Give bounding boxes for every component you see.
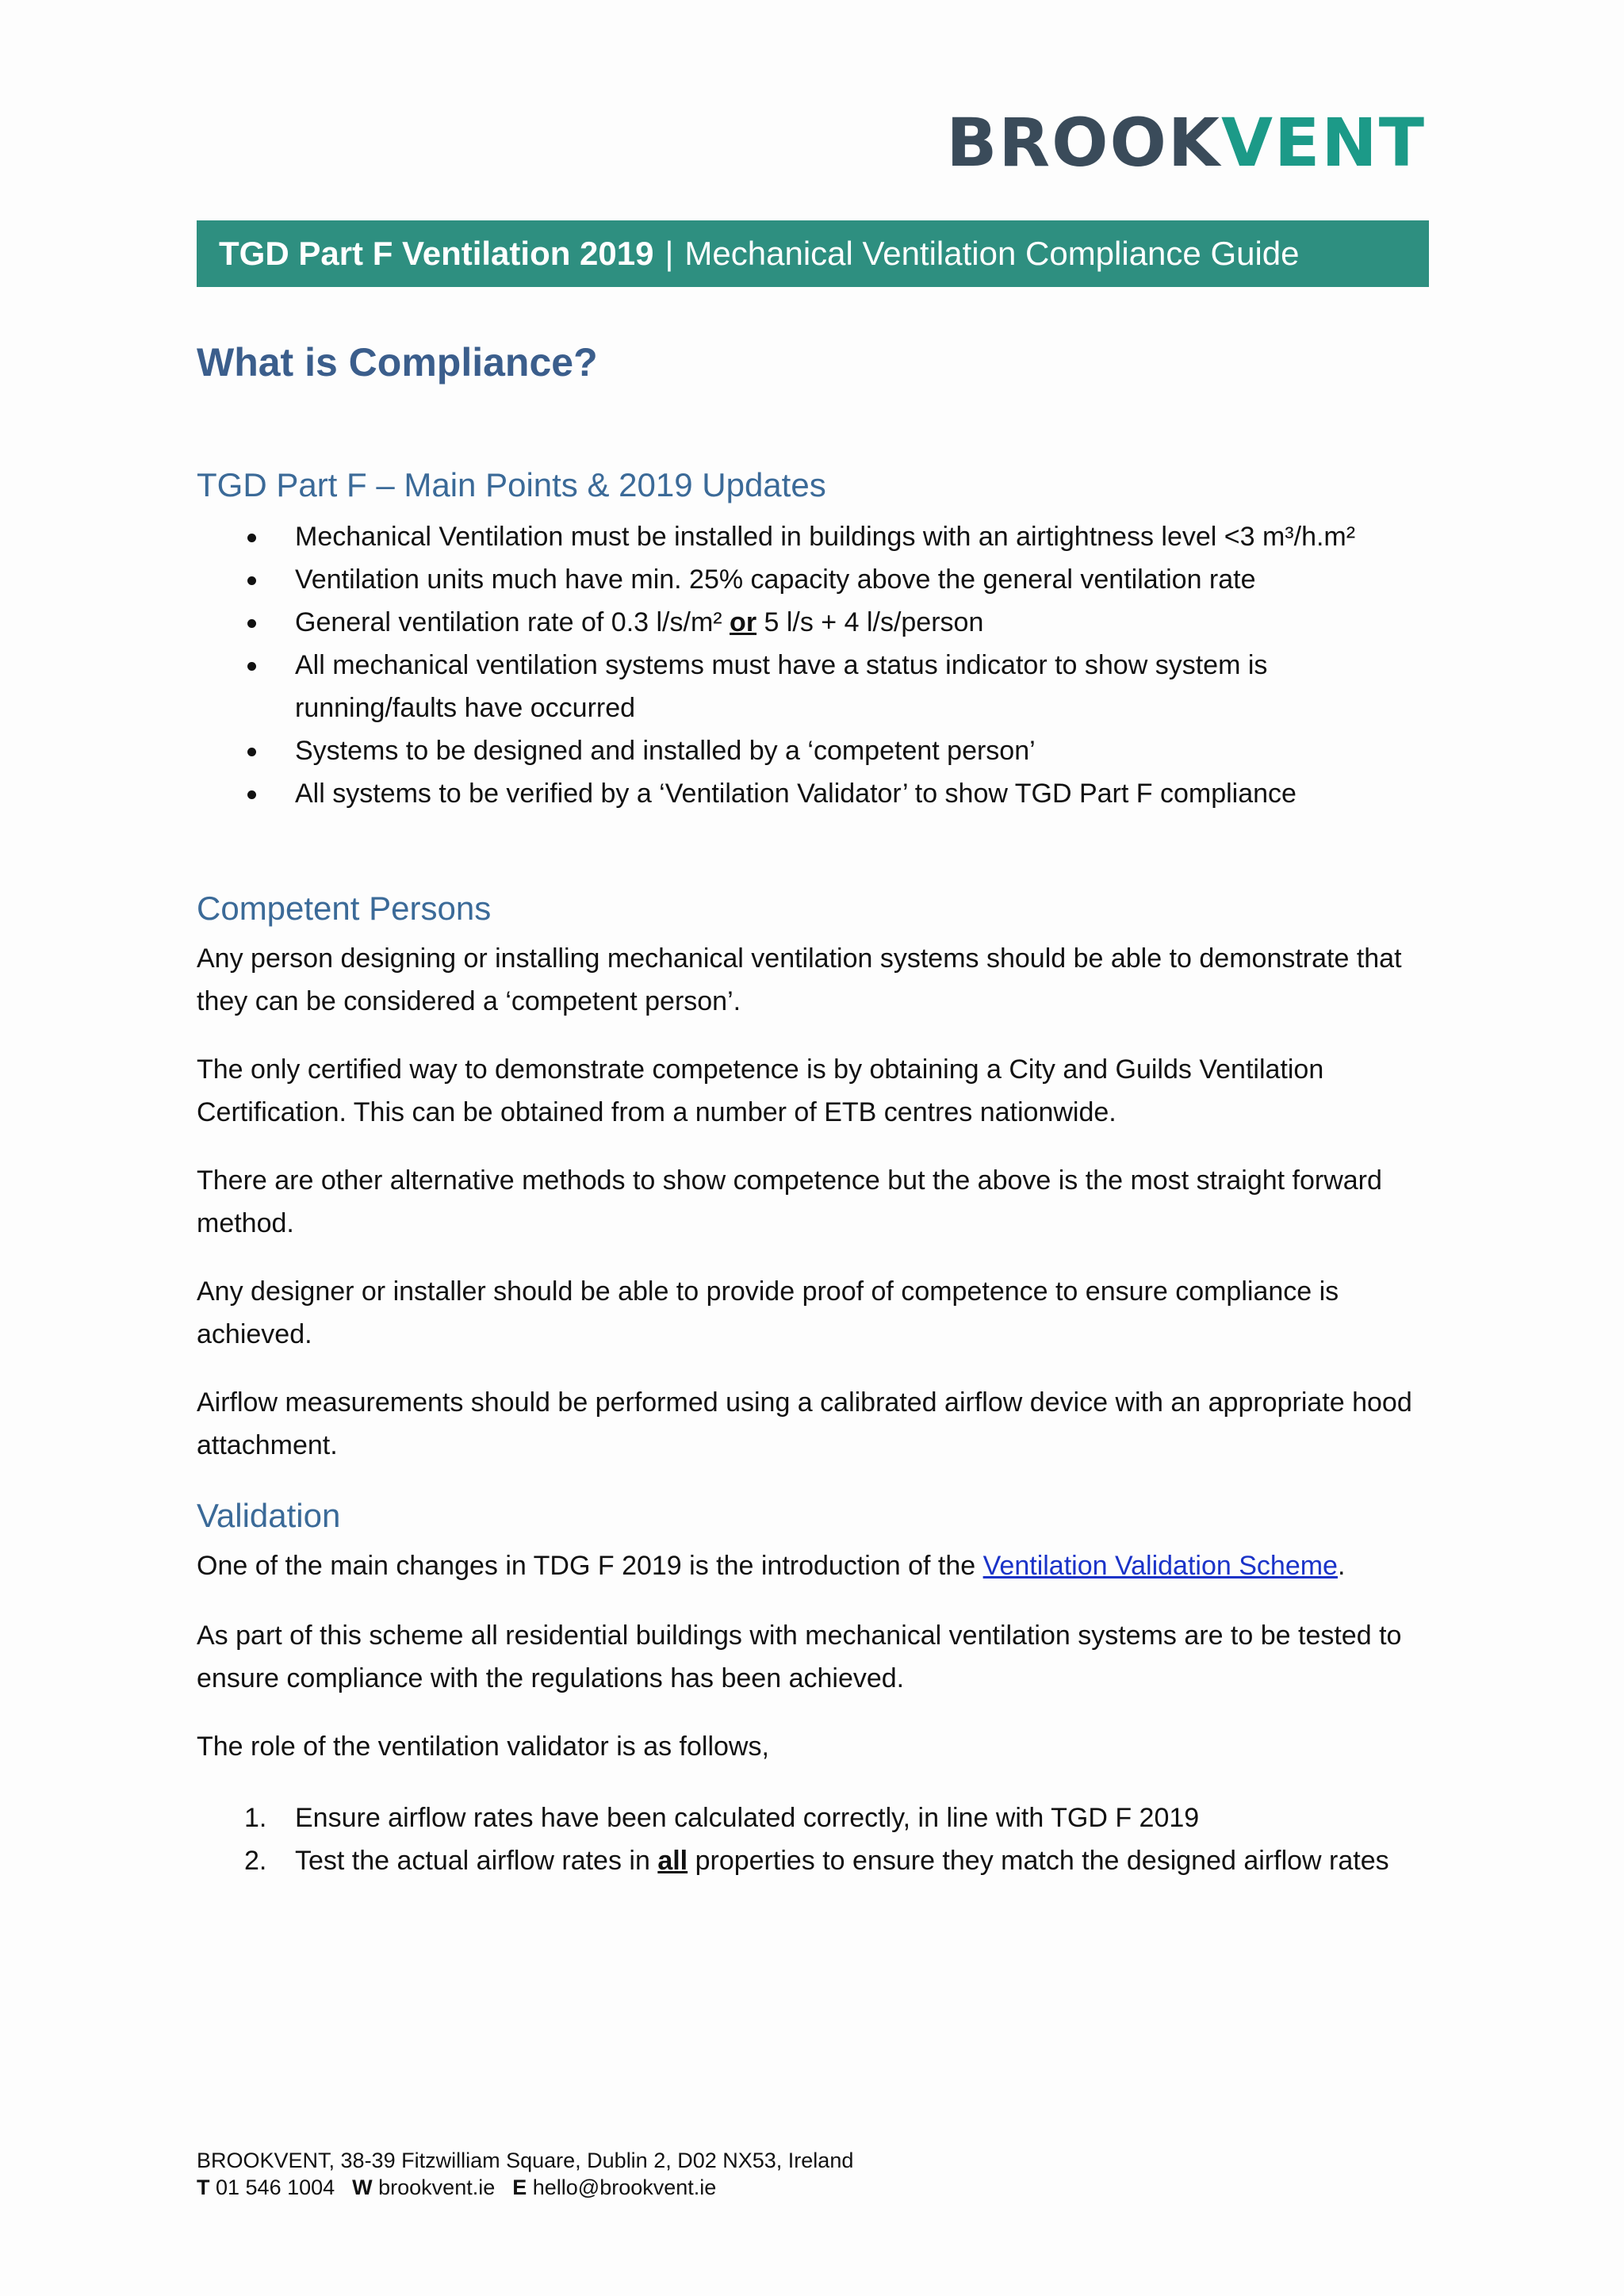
footer-address: BROOKVENT, 38-39 Fitzwilliam Square, Dublin 2, D02 NX53, Ireland [197, 2149, 854, 2172]
phone-label: T [197, 2175, 210, 2199]
emphasis-or: or [730, 607, 757, 637]
list-item: All systems to be verified by a ‘Ventilation Validator’ to show TGD Part F compliance [197, 772, 1434, 815]
list-item [197, 1797, 1450, 1839]
list-item [197, 1839, 1450, 1882]
brookvent-logo [946, 104, 1426, 182]
step-text: Test the actual airflow rates in [295, 1846, 658, 1876]
page-title: What is Compliance? [197, 340, 598, 385]
validation-text-end: . [1337, 1551, 1346, 1581]
list-item: Mechanical Ventilation must be installed in buildings with an airtightness level <3 m³/h.m² [197, 515, 1434, 558]
competent-paragraph-4: Any designer or installer should be able to provide proof of competence to ensure compliance is achieved. [197, 1276, 1339, 1349]
logo-part-vent: VENT [1221, 104, 1426, 182]
validation-text: One of the main changes in TDG F 2019 is the introduction of the [197, 1551, 983, 1581]
competent-persons-heading: Competent Persons [197, 890, 492, 927]
step-number: 1. [244, 1803, 267, 1833]
footer [197, 2147, 853, 2201]
step-number: 2. [244, 1846, 267, 1876]
emphasis-all: all [657, 1846, 688, 1876]
title-banner [197, 220, 1429, 287]
competent-paragraph-1: Any person designing or installing mechanical ventilation systems should be able to demonstrate that they can be considered a ‘competent person’. [197, 943, 1402, 1016]
banner-separator: | [665, 235, 674, 272]
competent-paragraph-5: Airflow measurements should be performed using a calibrated airflow device with an appropriate hood attachment. [197, 1387, 1412, 1460]
main-points-list [197, 515, 1434, 815]
logo-part-brook: BROOK [946, 104, 1221, 182]
web-label: W [352, 2175, 373, 2199]
email-address: hello@brookvent.ie [527, 2175, 717, 2199]
banner-title: TGD Part F Ventilation 2019 [219, 235, 654, 272]
list-item: Systems to be designed and installed by a ‘competent person’ [197, 729, 1434, 772]
footer-contacts [197, 2174, 853, 2201]
website: brookvent.ie [372, 2175, 496, 2199]
ventilation-validation-scheme-link[interactable]: Ventilation Validation Scheme [982, 1551, 1338, 1581]
phone-number: 01 546 1004 [209, 2175, 335, 2199]
validation-paragraph-1 [197, 1544, 1434, 1587]
list-item [197, 601, 1434, 644]
list-item: Ventilation units much have min. 25% capacity above the general ventilation rate [197, 558, 1434, 601]
list-item-text-rest: 5 l/s + 4 l/s/person [756, 607, 984, 637]
validation-paragraph-3: The role of the ventilation validator is as follows, [197, 1732, 769, 1762]
competent-paragraph-3: There are other alternative methods to show competence but the above is the most straight forward method. [197, 1165, 1382, 1238]
list-item-text: General ventilation rate of 0.3 l/s/m² [295, 607, 730, 637]
list-item: All mechanical ventilation systems must have a status indicator to show system is running/faults have occurred [197, 644, 1434, 729]
competent-paragraph-2: The only certified way to demonstrate competence is by obtaining a City and Guilds Ventilation Certification. This can be obtained from a number of ETB centres nationwide. [197, 1054, 1324, 1127]
validator-steps-list [197, 1797, 1450, 1882]
step-text: Ensure airflow rates have been calculated correctly, in line with TGD F 2019 [295, 1803, 1200, 1833]
step-text-rest: properties to ensure they match the designed airflow rates [688, 1846, 1389, 1876]
email-label: E [512, 2175, 527, 2199]
validation-paragraph-2: As part of this scheme all residential buildings with mechanical ventilation systems are to be tested to ensure compliance with the regulations has been achieved. [197, 1621, 1402, 1693]
main-points-heading: TGD Part F – Main Points & 2019 Updates [197, 466, 826, 503]
validation-heading: Validation [197, 1497, 341, 1534]
banner-subtitle: Mechanical Ventilation Compliance Guide [684, 235, 1300, 272]
